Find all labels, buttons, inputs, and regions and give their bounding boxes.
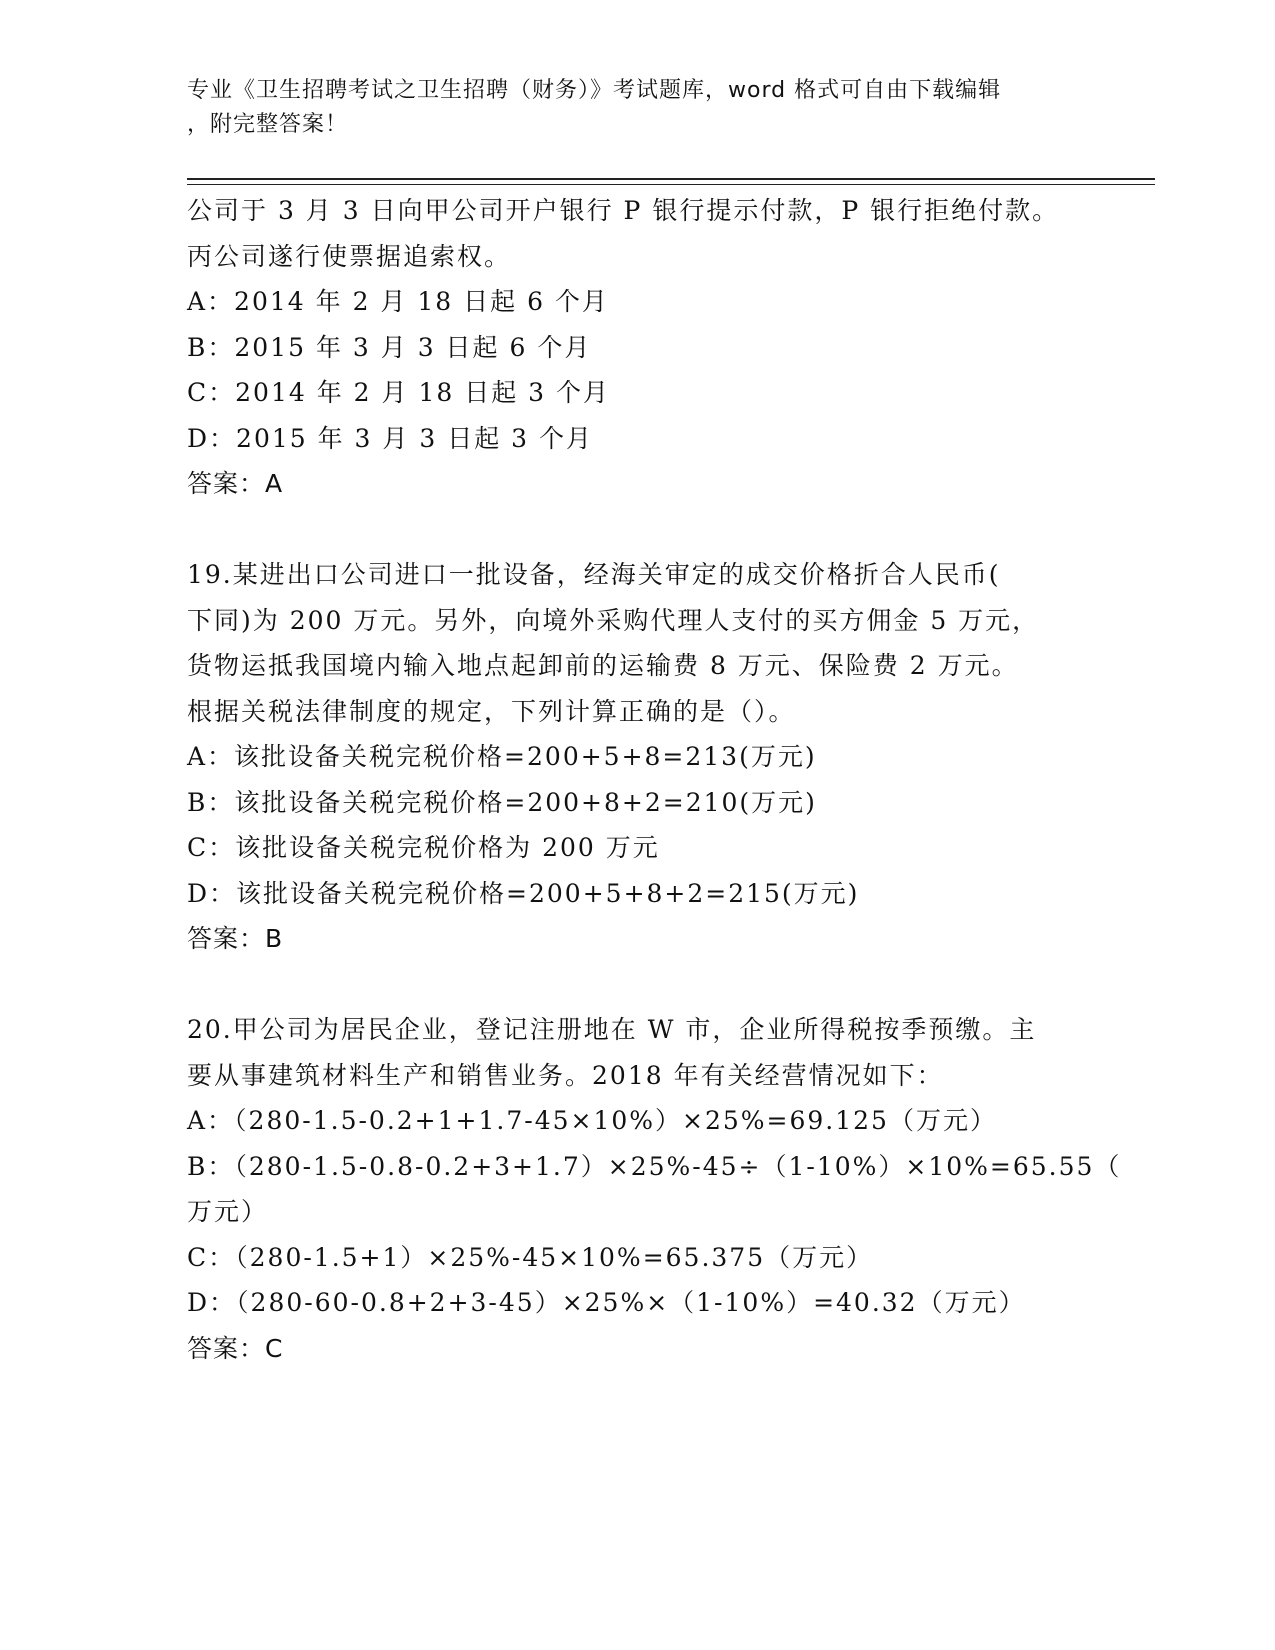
question-stem: 公司于 3 月 3 日向甲公司开户银行 P 银行提示付款，P 银行拒绝付款。 [187, 196, 1060, 225]
option-a: A：（280-1.5-0.2+1+1.7-45×10%）×25%=69.125（万元） [187, 1106, 997, 1135]
option-b: B：该批设备关税完税价格=200+8+2=210(万元) [187, 787, 817, 817]
option-c: C：2014 年 2 月 18 日起 3 个月 [187, 378, 611, 407]
option-a: A：2014 年 2 月 18 日起 6 个月 [187, 287, 609, 316]
option-c: C：该批设备关税完税价格为 200 万元 [187, 833, 660, 862]
document-header [187, 74, 1087, 142]
option-d: D：2015 年 3 月 3 日起 3 个月 [187, 423, 594, 453]
question-19 [187, 552, 1087, 962]
answer-line: 答案：C [187, 1333, 284, 1363]
document-body [187, 188, 1122, 1371]
question-18 [187, 188, 1087, 507]
header-rule-thick [187, 178, 1155, 180]
answer-line: 答案：A [187, 469, 284, 498]
question-stem: 19.某进出口公司进口一批设备，经海关审定的成交价格折合人民币( [187, 560, 1001, 589]
question-stem: 下同)为 200 万元。另外，向境外采购代理人支付的买方佣金 5 万元， [187, 605, 1040, 635]
spacer [187, 962, 1087, 1008]
question-stem: 20.甲公司为居民企业，登记注册地在 W 市，企业所得税按季预缴。主 [187, 1015, 1037, 1044]
spacer [187, 507, 1087, 553]
answer-line: 答案：B [187, 924, 284, 953]
option-d: D：（280-60-0.8+2+3-45）×25%×（1-10%）=40.32（万元） [187, 1288, 1026, 1317]
option-b-continued: 万元） [187, 1197, 269, 1226]
header-rule-thin [187, 184, 1155, 185]
option-d: D：该批设备关税完税价格=200+5+8+2=215(万元) [187, 878, 860, 908]
question-stem: 丙公司遂行使票据追索权。 [187, 241, 512, 271]
question-20 [187, 1007, 1122, 1371]
question-stem: 根据关税法律制度的规定，下列计算正确的是（）。 [187, 696, 796, 726]
question-stem: 要从事建筑材料生产和销售业务。2018 年有关经营情况如下： [187, 1060, 944, 1090]
option-c: C：（280-1.5+1）×25%-45×10%=65.375（万元） [187, 1242, 874, 1272]
question-stem: 货物运抵我国境内输入地点起卸前的运输费 8 万元、保险费 2 万元。 [187, 651, 1019, 680]
option-a: A：该批设备关税完税价格=200+5+8=213(万元) [187, 742, 817, 771]
header-line-1: 专业《卫生招聘考试之卫生招聘（财务）》考试题库，word 格式可自由下载编辑 [187, 78, 1002, 103]
option-b: B：（280-1.5-0.8-0.2+3+1.7）×25%-45÷（1-10%）×10%=65.55（ [187, 1151, 1122, 1181]
option-b: B：2015 年 3 月 3 日起 6 个月 [187, 332, 592, 362]
header-line-2: ，附完整答案！ [187, 112, 349, 137]
